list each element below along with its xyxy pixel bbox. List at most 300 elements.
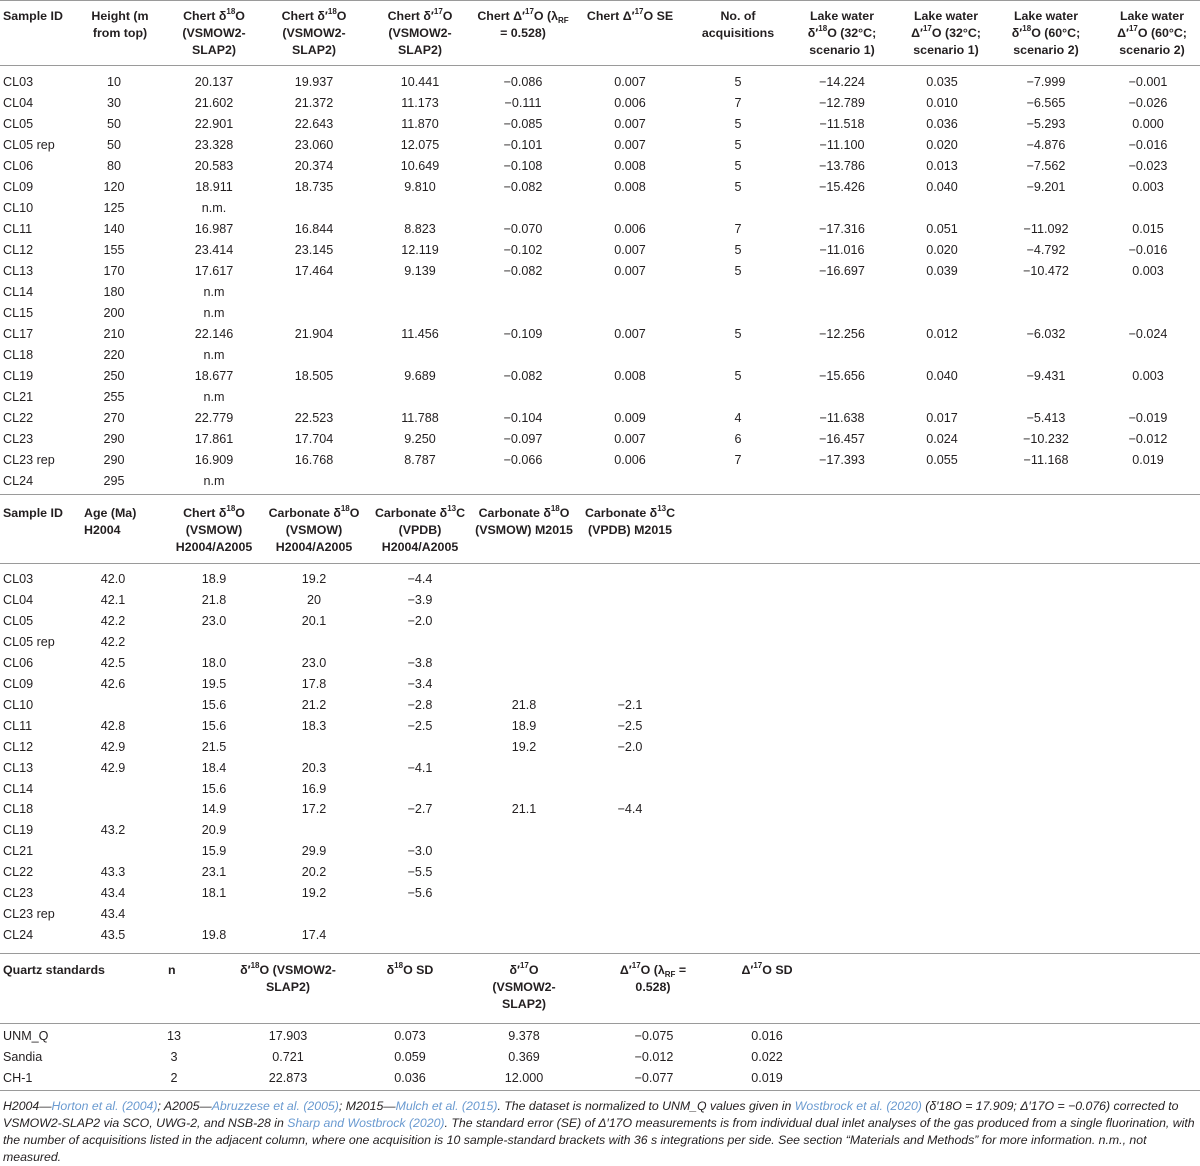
table-cell: CL03 [3,75,34,89]
table-cell: 0.009 [614,410,646,425]
table-cell: 9.689 [404,368,436,383]
ref-mulch-2015[interactable]: Mulch et al. (2015) [395,1099,498,1113]
table-cell: −17.393 [819,452,865,467]
table-cell: 0.040 [926,179,958,194]
header-acquisitions: No. of acquisitions [701,9,775,40]
table1-row [0,261,1200,282]
table-cell: −4.4 [407,572,433,586]
table3-row [0,1026,1200,1047]
table2-row [0,904,1200,925]
table2-row [0,841,1200,862]
footnote-part-3: ; M2015— [338,1099,396,1113]
table-cell: −13.786 [819,158,865,173]
table-cell: 5 [734,137,742,152]
header3-d18o-sd: $\delta^{18}O$ SD [386,961,434,977]
table-cell: 43.4 [100,907,126,922]
table-cell: 0.007 [614,242,646,257]
table1-row [0,135,1200,156]
table-cell: 0.007 [614,263,646,278]
footnote-part-4: . The dataset is normalized to UNM_Q values given in [497,1099,795,1113]
table-cell: CL05 [3,116,34,131]
table-cell: 200 [103,305,125,320]
table-cell: −11.092 [1023,221,1069,236]
table-cell: 9.810 [404,179,436,194]
table-cell: 9.378 [508,1029,540,1043]
table-cell: 29.9 [301,844,327,859]
table-cell: CL10 [3,200,34,215]
table-cell: 170 [103,263,125,278]
table-cell: 0.013 [926,158,958,173]
table-cell: −0.082 [503,368,543,383]
table-cell: 5 [734,116,742,131]
table2-row [0,737,1200,758]
table-cell: 42.5 [100,655,126,670]
table-cell: 155 [103,242,125,257]
table1-row [0,114,1200,135]
header-chert-d18o: Chert $\delta^{18}O$ (VSMOW2-SLAP2) [182,7,246,57]
table-cell: 30 [106,95,121,110]
table-cell: 17.464 [294,263,334,278]
table-cell: 270 [103,410,125,425]
table-cell: 5 [734,326,742,341]
table-cell: −0.086 [503,75,543,89]
table-cell: 0.019 [751,1071,783,1085]
table-cell: −0.108 [503,158,543,173]
table-cell: 23.0 [201,613,227,628]
table-cell: 18.9 [201,572,227,586]
ref-abruzzese-2005[interactable]: Abruzzese et al. (2005) [211,1099,339,1113]
table-cell: 11.788 [401,410,439,425]
table1-row [0,282,1200,303]
table-cell: 17.2 [301,802,327,817]
table-cell: 0.006 [614,452,646,467]
table-cell: 42.0 [100,572,126,586]
table-cell: CL09 [3,676,34,691]
table2-row [0,758,1200,779]
table-cell: −2.0 [617,739,643,754]
table-cell: −4.1 [407,760,433,775]
table-cell: 295 [103,473,125,488]
table-cell: 0.369 [508,1050,540,1064]
table-cell: CL06 [3,655,34,670]
table-cell: n.m [203,389,225,404]
table-cell: −10.472 [1023,263,1069,278]
table-cell: −0.104 [503,410,543,425]
table-cell: 43.4 [100,886,126,901]
table1-row [0,93,1200,114]
table-cell: 5 [734,368,742,383]
table1-row [0,366,1200,387]
table-cell: CL06 [3,158,34,173]
table-cell: 19.2 [511,739,537,754]
table-cell: CL22 [3,865,34,880]
table-cell: 5 [734,75,742,89]
table-cell: 250 [103,368,125,383]
table-cell: 43.5 [100,928,126,943]
table-cell: −0.077 [634,1071,674,1085]
table2-row [0,674,1200,695]
table-cell: −14.224 [819,75,865,89]
table-cell: CL05 [3,613,34,628]
table-cell: 0.019 [1132,452,1164,467]
table1-row [0,156,1200,177]
table-cell: −15.426 [819,179,865,194]
table1-row [0,303,1200,324]
table1-row [0,198,1200,219]
table1-row [0,471,1200,492]
table1-row [0,408,1200,429]
table-cell: 255 [103,389,125,404]
table-cell: 120 [103,179,125,194]
table-cell: 12.119 [401,242,439,257]
table-cell: 42.2 [100,634,126,649]
header-lake-d18-s1: Lake water $\delta'^{18}O$ (32°C; scenario 1) [807,9,877,57]
table-cell: −10.232 [1023,431,1069,446]
header-lake-cap-s2: Lake water $\Delta'^{17}O$ (60°C; scenario 2) [1117,9,1187,57]
table3-row [0,1068,1200,1089]
table-cell: 18.677 [194,368,234,383]
table-cell: Sandia [3,1050,43,1064]
header2-carb-d18o-m2015: Carbonate $\delta^{18}O$ (VSMOW) M2015 [475,504,573,537]
table-cell: 17.4 [301,928,327,943]
table-cell: 23.328 [194,137,234,152]
table-cell: 0.036 [926,116,958,131]
footnote-part-5: (δ′18O = 17.909; Δ′17O = −0.076) corrected to VSMOW2-SLAP2 via SCO, UWG-2, and NSB-28 in [3,1099,1179,1130]
table-cell: 0.015 [1132,221,1164,236]
table2-row [0,883,1200,904]
table-cell: CL15 [3,305,34,320]
table-cell: CL17 [3,326,34,341]
header2-carb-d13c-m2015: Carbonate $\delta^{13}C$ (VPDB) M2015 [584,504,676,537]
table-cell: CH-1 [3,1071,33,1085]
table-cell: 0.003 [1132,263,1164,278]
table2-row [0,653,1200,674]
table-cell: −11.638 [819,410,865,425]
table-cell: 42.2 [100,613,126,628]
table-cell: CL18 [3,802,34,817]
table-cell: 4 [734,410,742,425]
table-cell: −5.5 [407,865,433,880]
table-cell: 17.861 [194,431,234,446]
table-cell: 20.1 [301,613,327,628]
table-cell: 0.051 [926,221,958,236]
table-cell: 20.374 [294,158,334,173]
table-cell: CL19 [3,823,34,838]
table-cell: −0.012 [1128,431,1168,446]
table-cell: 21.8 [511,697,537,712]
footnote-part-6: . The standard error (SE) of Δ′17O measurements is from individual dual inlet analyses of the gas produced from a single fluorination, with the number of acquisitions listed in the adjacent column, where one acquisition is 10 sample-standard brackets with 36 s integrations per side. See section “Materials and Methods” for more information. n.m., not measured. [3,1116,1195,1164]
table-cell: 21.372 [294,95,334,110]
table-cell: −2.8 [407,697,433,712]
table-cell: 15.9 [201,844,227,859]
table-cell: 42.8 [100,718,126,733]
table2-row [0,632,1200,653]
table-cell: −0.082 [503,179,543,194]
table-cell: CL11 [3,718,33,733]
table-cell: 0.721 [272,1050,304,1064]
table-cell: 21.904 [294,326,334,341]
table-cell: −3.9 [407,592,433,607]
table-cell: 0.017 [926,410,958,425]
table-cell: n.m [203,305,225,320]
table-cell: 18.911 [195,179,233,194]
table-cell: 0.039 [926,263,958,278]
table-cell: 19.5 [201,676,227,691]
table-cell: 210 [103,326,125,341]
table-cell: 0.020 [926,242,958,257]
table-cell: 11.870 [401,116,439,131]
table-cell: 0.059 [394,1050,426,1064]
header3-cap17o-sd: $\Delta'^{17}O$ SD [741,961,793,977]
table-cell: 50 [106,137,121,152]
table-cell: −2.5 [407,718,433,733]
table-cell: 17.8 [301,676,327,691]
table-cell: 0.022 [751,1050,783,1064]
table-cell: 22.873 [268,1071,308,1085]
table-cell: −3.8 [407,655,433,670]
table1-row [0,324,1200,345]
table2-row [0,695,1200,716]
table-cell: −9.431 [1026,368,1066,383]
table-cell: 23.0 [301,655,327,670]
table-cell: 290 [103,452,125,467]
header-sample-id: Sample ID [3,9,63,23]
header3-d17o: $\delta'^{17}O$ (VSMOW2-SLAP2) [492,961,556,1011]
table1-header-rule [0,65,1200,66]
table1-row [0,219,1200,240]
table-cell: 5 [734,179,742,194]
table-cell: CL11 [3,221,33,236]
table-cell: CL04 [3,592,34,607]
table-cell: CL05 rep [3,634,55,649]
header-chert-dp18o: Chert $\delta'^{18}O$ (VSMOW2-SLAP2) [281,7,347,57]
table-cell: 0.008 [614,179,646,194]
table-cell: −0.101 [503,137,543,152]
table-cell: CL22 [3,410,34,425]
table-cell: 220 [103,347,125,362]
table-cell: −2.1 [617,697,643,712]
table-cell: CL18 [3,347,34,362]
table-cell: 23.414 [194,242,234,257]
table-cell: CL13 [3,760,34,775]
table-cell: −16.457 [819,431,865,446]
table2-row [0,716,1200,737]
table-cell: 21.8 [201,592,227,607]
table-cell: −0.085 [503,116,543,131]
table-cell: 21.1 [511,802,537,817]
table-cell: −11.168 [1023,452,1069,467]
table-cell: CL04 [3,95,34,110]
table-cell: CL23 [3,431,34,446]
table-cell: 19.937 [294,75,334,89]
table-cell: 21.2 [301,697,327,712]
table-cell: 16.909 [194,452,234,467]
table-cell: −0.109 [503,326,543,341]
table-cell: 15.6 [201,781,227,796]
table-cell: CL13 [3,263,34,278]
table1-row [0,177,1200,198]
header3-d18o: $\delta'^{18}O$ (VSMOW2-SLAP2) [240,961,336,994]
table-cell: 0.000 [1132,116,1164,131]
table-cell: 0.024 [926,431,958,446]
table-cell: 17.617 [194,263,234,278]
table-cell: −4.4 [617,802,643,817]
table1-row [0,240,1200,261]
table-cell: 42.6 [100,676,126,691]
header3-cap17o: $\Delta'^{17}O$ $(\lambda_{RF} = 0.528)$ [619,961,687,994]
table-cell: 0.008 [614,158,646,173]
table-cell: 22.901 [194,116,234,131]
table3-header-rule [0,1023,1200,1024]
table-cell: −0.082 [503,263,543,278]
table-cell: n.m [203,284,225,299]
table2-row [0,779,1200,800]
table-cell: 140 [103,221,125,236]
table-cell: 50 [106,116,121,131]
header-height: Height (m from top) [91,9,149,40]
table-cell: 20.137 [194,75,234,89]
table-cell: 14.9 [201,802,227,817]
table-cell: −9.201 [1026,179,1066,194]
table-cell: −2.7 [407,802,433,817]
table-cell: −11.100 [819,137,865,152]
table1-row [0,345,1200,366]
table-cell: 0.008 [614,368,646,383]
table-cell: −0.066 [503,452,543,467]
table-cell: 0.007 [614,116,646,131]
table-cell: 9.139 [404,263,436,278]
header2-sample-id: Sample ID [3,506,63,520]
table-cell: 0.036 [394,1071,426,1085]
table-cell: 20.9 [201,823,227,838]
table-cell: CL24 [3,928,34,943]
table-cell: 16.768 [294,452,334,467]
table-cell: −11.518 [819,116,865,131]
table-cell: 125 [103,200,125,215]
table-cell: −17.316 [819,221,865,236]
header2-age: Age (Ma) H2004 [84,506,137,537]
table-cell: 3 [170,1050,178,1064]
table-cell: −0.102 [503,242,543,257]
table-cell: 23.1 [201,865,227,880]
table-cell: 12.000 [504,1071,544,1085]
table-cell: 42.9 [100,739,126,754]
table-cell: n.m. [201,200,227,215]
table-cell: −16.697 [819,263,865,278]
table-cell: 2 [170,1071,178,1085]
table-cell: 0.007 [614,326,646,341]
table-cell: 13 [166,1029,181,1043]
table-cell: 10 [106,75,121,89]
table1-row [0,450,1200,471]
table-cell: CL21 [3,844,34,859]
table-cell: 16.987 [194,221,234,236]
table-cell: 18.3 [301,718,327,733]
table-cell: −0.024 [1128,326,1168,341]
table-cell: −5.6 [407,886,433,901]
table-cell: 18.735 [294,179,334,194]
table-cell: 19.2 [301,572,327,586]
table-cell: CL10 [3,697,34,712]
table-cell: CL19 [3,368,34,383]
ref-sharp-wostbrock-2020[interactable]: Sharp and Wostbrock (2020) [287,1116,445,1130]
table-cell: 21.602 [194,95,234,110]
table-top-rule [0,0,1200,1]
table-cell: −0.012 [634,1050,674,1064]
table-cell: CL23 rep [3,907,55,922]
table3-top-rule [0,953,1200,954]
table-cell: 8.787 [404,452,436,467]
table-cell: UNM_Q [3,1029,49,1043]
table-cell: 0.003 [1132,368,1164,383]
table-cell: 18.4 [201,760,227,775]
table-cell: 23.060 [294,137,334,152]
table-cell: 0.055 [926,452,958,467]
table-cell: 5 [734,158,742,173]
header-chert-se: Chert $\Delta'^{17}O$ SE [586,7,674,23]
table-cell: −7.999 [1026,75,1066,89]
table-cell: CL21 [3,389,34,404]
table-cell: −0.023 [1128,158,1168,173]
header3-n: n [168,963,176,977]
table1-row [0,429,1200,450]
table-cell: −0.016 [1128,137,1168,152]
table2-row [0,611,1200,632]
table-cell: 42.1 [100,592,126,607]
table-cell: −4.792 [1026,242,1066,257]
table-cell: 0.016 [751,1029,783,1043]
table-cell: −11.016 [819,242,865,257]
table-cell: 21.5 [201,739,227,754]
table-cell: 18.9 [511,718,537,733]
table-cell: −5.413 [1026,410,1066,425]
table-cell: 6 [734,431,742,446]
table-cell: 10.441 [400,75,440,89]
table-cell: 15.6 [201,697,227,712]
ref-horton-2004[interactable]: Horton et al. (2004) [51,1099,158,1113]
table-cell: 23.145 [294,242,334,257]
table-cell: −0.111 [504,95,542,110]
table-cell: 19.8 [201,928,227,943]
table-cell: −0.070 [503,221,543,236]
ref-wostbrock-2020[interactable]: Wostbrock et al. (2020) [794,1099,922,1113]
table-cell: 20.2 [301,865,327,880]
table-cell: 11.456 [401,326,439,341]
footnote-part-2: ; A2005— [157,1099,212,1113]
table-cell: 7 [734,221,742,236]
header2-carb-d18o: Carbonate $\delta^{18}O$ (VSMOW) H2004/A2005 [268,504,360,554]
table-cell: 0.040 [926,368,958,383]
table-cell: 18.505 [294,368,334,383]
table-cell: CL23 rep [3,452,55,467]
table-cell: 8.823 [404,221,436,236]
table-cell: CL12 [3,242,34,257]
table-cell: 0.007 [614,137,646,152]
header-chert-cap17o: Chert $\Delta'^{17}O$ $(\lambda_{RF} = 0.528)$ [477,7,569,40]
table-cell: 0.035 [926,75,958,89]
table2-row [0,569,1200,590]
table-cell: −0.001 [1128,75,1168,89]
table-cell: −2.0 [407,613,433,628]
table-cell: 20.583 [194,158,234,173]
table-cell: 19.2 [301,886,327,901]
table-cell: −7.562 [1026,158,1066,173]
table-cell: 17.903 [268,1029,308,1043]
table-cell: 22.643 [294,116,334,131]
table-cell: 22.779 [194,410,234,425]
table-cell: 43.3 [100,865,126,880]
table-cell: 18.0 [201,655,227,670]
